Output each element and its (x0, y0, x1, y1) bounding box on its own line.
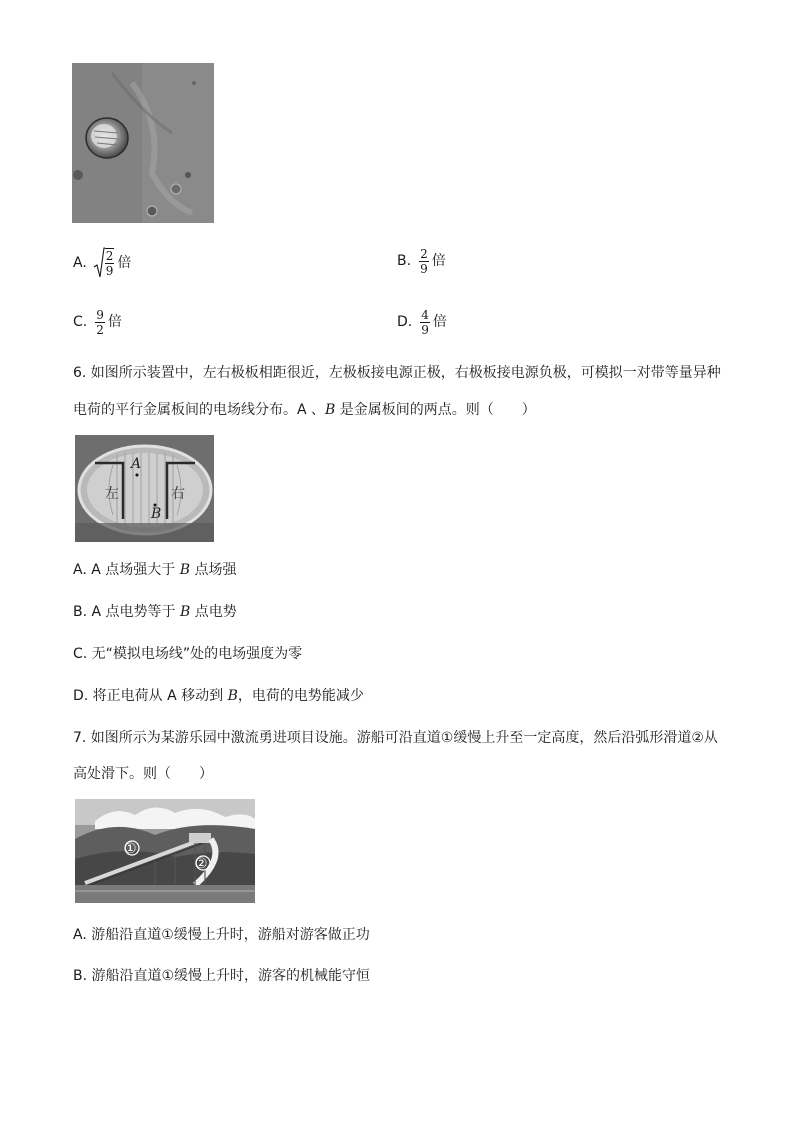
electric-field-apparatus-image (75, 435, 214, 542)
figure-label-track-2: ② (195, 856, 208, 872)
figure-label-right: 右 (171, 486, 185, 502)
log-flume-ride-image (75, 799, 255, 903)
q7-stem-line-2: 高处滑下。则（ ） (73, 766, 213, 782)
fraction-denominator: 9 (105, 263, 114, 278)
q5-option-d[interactable] (397, 307, 447, 337)
option-letter: C. (73, 314, 88, 330)
q5-option-c[interactable] (73, 307, 122, 337)
q5-option-a[interactable] (73, 248, 131, 278)
fraction-denominator: 2 (96, 322, 104, 337)
fraction-denominator: 9 (421, 322, 429, 337)
option-suffix: 倍 (107, 314, 122, 330)
option-letter: A. (73, 255, 87, 271)
option-suffix: 倍 (117, 255, 132, 271)
q7-option-b[interactable]: B. 游船沿直道①缓慢上升时，游客的机械能守恒 (73, 968, 371, 984)
q7-stem-line-1: 7. 如图所示为某游乐园中激流勇进项目设施。游船可沿直道①缓慢上升至一定高度，然后沿弧形滑道②从 (73, 730, 718, 746)
fraction-numerator: 4 (421, 307, 429, 322)
option-letter: D. (397, 314, 413, 330)
fraction-numerator: 2 (105, 248, 114, 263)
q6-stem-line-2: 电荷的平行金属板间的电场线分布。A 、B 是金属板间的两点。则（ ） (73, 402, 536, 418)
option-letter: B. (397, 253, 412, 269)
figure-label-a: A (131, 456, 142, 472)
q5-option-b[interactable] (397, 246, 446, 276)
fraction-numerator: 9 (96, 307, 104, 322)
square-root-icon (93, 247, 118, 279)
option-suffix: 倍 (431, 253, 446, 269)
q6-option-c[interactable]: C. 无“模拟电场线”处的电场强度为零 (73, 646, 303, 662)
q6-option-a[interactable]: A. A 点场强大于 B 点场强 (73, 562, 237, 578)
mars-crater-image (72, 63, 214, 223)
q6-option-b[interactable]: B. A 点电势等于 B 点电势 (73, 604, 237, 620)
q6-option-d[interactable]: D. 将正电荷从 A 移动到 B，电荷的电势能减少 (73, 688, 364, 704)
fraction-denominator: 9 (420, 261, 428, 276)
option-suffix: 倍 (432, 314, 447, 330)
figure-label-track-1: ① (124, 841, 137, 857)
fraction-numerator: 2 (420, 246, 428, 261)
figure-label-left: 左 (105, 486, 119, 502)
q6-stem-line-1: 6. 如图所示装置中，左右极板相距很近，左极板接电源正极，右极板接电源负极，可模拟一对带等量异种 (73, 365, 721, 381)
figure-label-b: B (151, 506, 162, 522)
q7-option-a[interactable]: A. 游船沿直道①缓慢上升时，游船对游客做正功 (73, 927, 370, 943)
